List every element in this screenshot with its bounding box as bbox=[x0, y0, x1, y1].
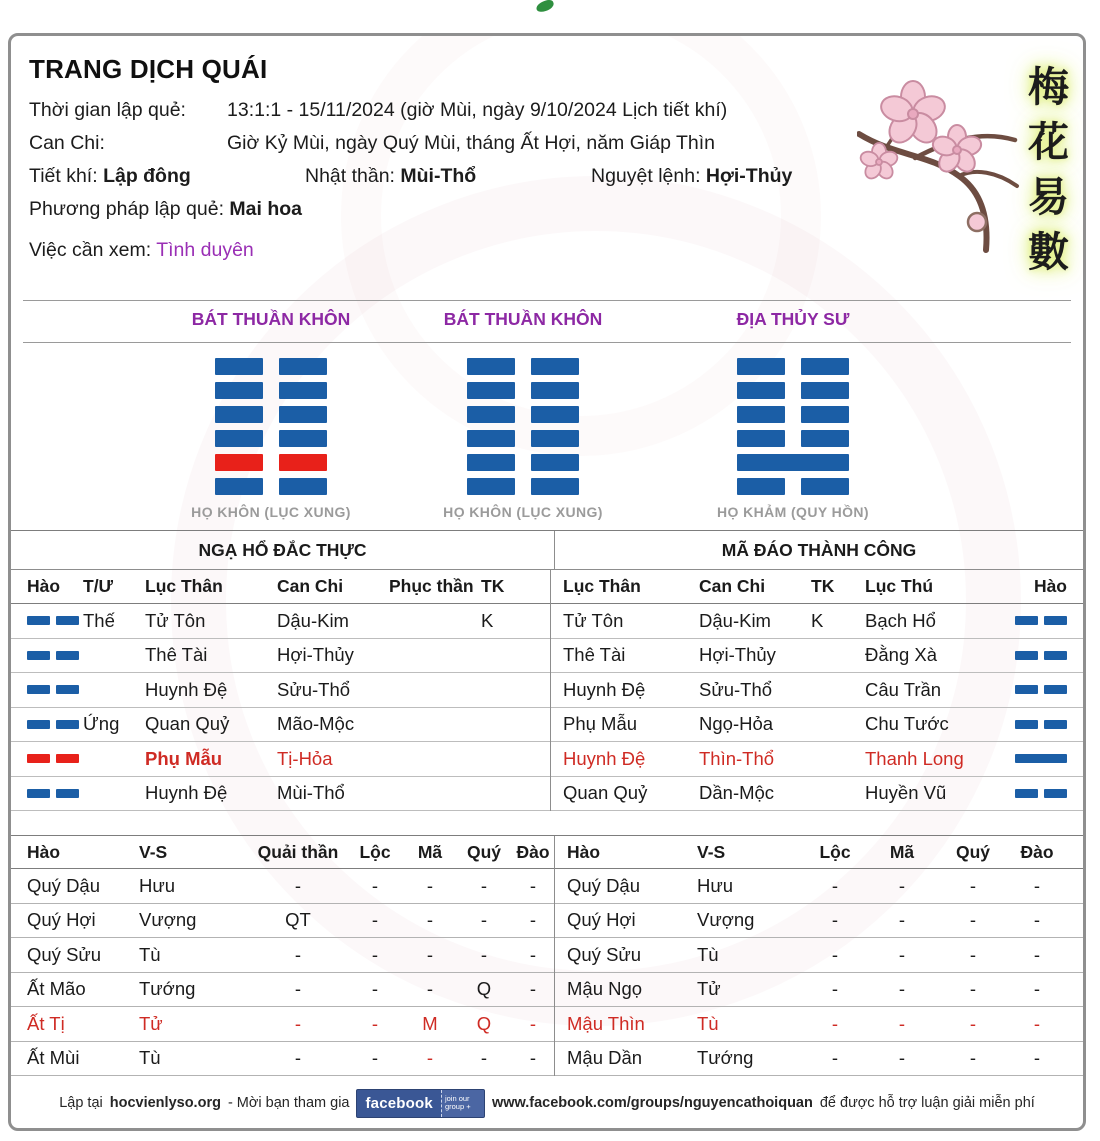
column-header-row bbox=[551, 570, 1083, 604]
cell: Hưu bbox=[139, 874, 176, 896]
hao-line-glyph bbox=[1015, 720, 1083, 729]
col-header: Lục Thân bbox=[563, 576, 641, 596]
table-row bbox=[11, 938, 554, 973]
cell: - bbox=[371, 1047, 379, 1069]
hexagram-line-broken bbox=[467, 454, 579, 471]
cell: Tướng bbox=[697, 1047, 754, 1069]
footer-suffix: để được hỗ trợ luận giải miễn phí bbox=[819, 1095, 1035, 1111]
table-row bbox=[11, 708, 550, 743]
hexagram-title-changed: ĐỊA THỦY SƯ bbox=[736, 309, 850, 329]
col-header: TK bbox=[481, 576, 505, 596]
cell: - bbox=[294, 874, 302, 896]
table-row bbox=[555, 973, 1083, 1008]
divider bbox=[23, 342, 1071, 343]
casting-info bbox=[29, 94, 869, 267]
hexagram-line-broken bbox=[737, 478, 849, 495]
table-row bbox=[11, 673, 550, 708]
table-row bbox=[551, 777, 1083, 812]
hexagram-line-broken bbox=[215, 430, 327, 447]
luc-hao-table bbox=[11, 530, 1083, 811]
cell: - bbox=[898, 1047, 906, 1069]
cell: Ất Mùi bbox=[27, 1047, 80, 1069]
cell: Thế bbox=[83, 609, 115, 631]
plum-blossom-icon bbox=[857, 62, 1027, 292]
cell: M bbox=[422, 1012, 438, 1034]
cell: Ất Mão bbox=[27, 978, 86, 1000]
cell: - bbox=[529, 943, 537, 965]
col-header: Mã bbox=[889, 841, 915, 862]
cell: - bbox=[480, 1047, 488, 1069]
cell: Vượng bbox=[139, 909, 197, 931]
cell: Thê Tài bbox=[563, 644, 626, 666]
van-su-table bbox=[11, 835, 1083, 1076]
cell: Mậu Dần bbox=[567, 1047, 643, 1069]
cell: Hợi-Thủy bbox=[277, 644, 354, 666]
cell: - bbox=[831, 1047, 839, 1069]
cell: - bbox=[371, 1012, 379, 1034]
col-header: Mã bbox=[417, 841, 443, 862]
table-row bbox=[11, 1007, 554, 1042]
cell: - bbox=[371, 874, 379, 896]
table-motto-row bbox=[11, 531, 1083, 570]
cell: Quý Sửu bbox=[567, 943, 642, 965]
cell: Thê Tài bbox=[145, 644, 208, 666]
mai-hoa-logo bbox=[857, 58, 1075, 293]
logo-char: 易 bbox=[1028, 173, 1069, 221]
cell: Hợi-Thủy bbox=[699, 644, 776, 666]
hao-line-glyph bbox=[1015, 685, 1083, 694]
cell: - bbox=[529, 978, 537, 1000]
col-header: Quý bbox=[955, 841, 991, 862]
question-value: Tình duyên bbox=[156, 239, 254, 261]
nguyetlenh-label: Nguyệt lệnh: bbox=[591, 165, 701, 187]
bottom-table-left bbox=[11, 836, 555, 1076]
cell: Câu Trần bbox=[865, 678, 942, 700]
cell: Tù bbox=[139, 943, 161, 965]
cell: - bbox=[969, 874, 977, 896]
cell: - bbox=[294, 978, 302, 1000]
hexagram-line-broken bbox=[215, 382, 327, 399]
nguyetlenh-value: Hợi-Thủy bbox=[705, 165, 793, 187]
tietkhi-label: Tiết khí: bbox=[29, 165, 98, 187]
cell: Quý Sửu bbox=[27, 943, 102, 965]
cell: - bbox=[426, 1047, 434, 1069]
hexagram-figure bbox=[215, 358, 327, 502]
hexagram-line-broken bbox=[737, 382, 849, 399]
cell: - bbox=[898, 943, 906, 965]
hexagram-title-main: BÁT THUẦN KHÔN bbox=[191, 309, 351, 329]
cell: - bbox=[831, 943, 839, 965]
cell: Huynh Đệ bbox=[563, 678, 646, 700]
cell: - bbox=[1033, 909, 1041, 931]
cell: Tù bbox=[139, 1047, 161, 1069]
cell: Huyền Vũ bbox=[865, 782, 947, 804]
cell: - bbox=[480, 909, 488, 931]
cell: Mão-Mộc bbox=[277, 713, 355, 735]
cell: - bbox=[969, 943, 977, 965]
table-row bbox=[11, 869, 554, 904]
cell: - bbox=[294, 1047, 302, 1069]
table-row bbox=[555, 938, 1083, 973]
method-row bbox=[29, 193, 869, 226]
cell: - bbox=[294, 943, 302, 965]
cell: Hưu bbox=[697, 874, 734, 896]
facebook-join-label: join our group + bbox=[441, 1090, 484, 1117]
hexagram-family-label: HỌ KHÔN (LỤC XUNG) bbox=[443, 504, 603, 520]
table-row bbox=[11, 904, 554, 939]
cell: Chu Tước bbox=[865, 713, 949, 735]
cell: - bbox=[898, 874, 906, 896]
hexagram-line-broken bbox=[215, 358, 327, 375]
table-row bbox=[11, 973, 554, 1008]
cell: - bbox=[831, 1012, 839, 1034]
hao-line-glyph bbox=[27, 754, 83, 763]
cell: - bbox=[426, 909, 434, 931]
cell: - bbox=[969, 909, 977, 931]
hao-line-glyph bbox=[27, 789, 83, 798]
col-header: Đào bbox=[516, 841, 550, 862]
tietkhi-row bbox=[29, 160, 869, 193]
logo-char: 梅 bbox=[1028, 63, 1069, 111]
question-row bbox=[29, 234, 869, 267]
table-row bbox=[551, 742, 1083, 777]
table-row bbox=[555, 869, 1083, 904]
cell: - bbox=[529, 874, 537, 896]
cell: - bbox=[1033, 943, 1041, 965]
dich-quai-card bbox=[8, 33, 1086, 1131]
cell: Tử bbox=[697, 978, 721, 1000]
table-row bbox=[555, 904, 1083, 939]
hexagram-line-solid bbox=[737, 454, 849, 471]
cell: - bbox=[1033, 1047, 1041, 1069]
scan-artifact-mark bbox=[535, 0, 555, 14]
hexagram-line-broken bbox=[737, 430, 849, 447]
cell: K bbox=[811, 609, 824, 631]
hao-line-glyph bbox=[27, 720, 83, 729]
cell: - bbox=[480, 874, 488, 896]
cell: - bbox=[371, 909, 379, 931]
hexagram-line-broken bbox=[467, 382, 579, 399]
cell: - bbox=[969, 978, 977, 1000]
col-header: Quý bbox=[466, 841, 502, 862]
cell: - bbox=[371, 978, 379, 1000]
method-value: Mai hoa bbox=[229, 198, 303, 220]
cell: - bbox=[898, 909, 906, 931]
hexagram-line-broken bbox=[467, 430, 579, 447]
cell: Quý Hợi bbox=[567, 909, 636, 931]
cell: - bbox=[969, 1047, 977, 1069]
site-link[interactable]: hocvienlyso.org bbox=[109, 1095, 221, 1111]
cell: - bbox=[969, 1012, 977, 1034]
cell: - bbox=[831, 874, 839, 896]
cell: - bbox=[898, 978, 906, 1000]
hexagram-line-broken bbox=[215, 454, 327, 471]
col-header: Phục thần bbox=[389, 576, 474, 596]
col-header: Lộc bbox=[359, 841, 391, 862]
table-row bbox=[551, 708, 1083, 743]
cell: - bbox=[831, 978, 839, 1000]
facebook-badge[interactable] bbox=[356, 1089, 484, 1118]
cell: Ứng bbox=[83, 713, 120, 735]
cell: - bbox=[898, 1012, 906, 1034]
nhatthan-value: Mùi-Thổ bbox=[400, 165, 477, 187]
cell: Vượng bbox=[697, 909, 755, 931]
hao-line-glyph bbox=[27, 616, 83, 625]
hao-line-glyph bbox=[27, 651, 83, 660]
col-header: Hào bbox=[27, 841, 61, 862]
method-label: Phương pháp lập quẻ: bbox=[29, 198, 224, 220]
cell: Phụ Mẫu bbox=[145, 747, 223, 769]
table-row bbox=[11, 604, 550, 639]
cell: Dậu-Kim bbox=[277, 609, 349, 631]
cell: Ngọ-Hỏa bbox=[699, 713, 774, 735]
cell: Huynh Đệ bbox=[145, 782, 228, 804]
facebook-group-url[interactable]: www.facebook.com/groups/nguyencathoiquan bbox=[491, 1095, 813, 1111]
canchi-row bbox=[29, 127, 869, 160]
cell: - bbox=[294, 1012, 302, 1034]
cell: Tử Tôn bbox=[145, 609, 206, 631]
cell: Q bbox=[476, 978, 492, 1000]
cell: Sửu-Thổ bbox=[699, 678, 773, 700]
tietkhi-value: Lập đông bbox=[103, 165, 191, 187]
col-header: Đào bbox=[1020, 841, 1054, 862]
table-row bbox=[551, 673, 1083, 708]
right-motto: MÃ ĐÁO THÀNH CÔNG bbox=[721, 539, 917, 560]
cell: Tù bbox=[697, 943, 719, 965]
cell: Quý Dậu bbox=[567, 874, 641, 896]
cell: Quan Quỷ bbox=[563, 782, 648, 804]
hao-line-glyph bbox=[1015, 651, 1083, 660]
cell: - bbox=[529, 909, 537, 931]
cell: Mậu Thìn bbox=[567, 1012, 645, 1034]
table-row bbox=[11, 777, 550, 812]
time-label: Thời gian lập quẻ: bbox=[29, 99, 186, 121]
col-header: Can Chi bbox=[699, 576, 766, 596]
hexagram-line-broken bbox=[467, 478, 579, 495]
cell: Sửu-Thổ bbox=[277, 678, 351, 700]
footer bbox=[11, 1082, 1083, 1124]
hexagram-figure bbox=[737, 358, 849, 502]
cell: Quý Dậu bbox=[27, 874, 101, 896]
cell: - bbox=[1033, 978, 1041, 1000]
col-header: Lộc bbox=[819, 841, 851, 862]
hexagram-line-broken bbox=[737, 358, 849, 375]
bottom-table-right bbox=[555, 836, 1083, 1076]
hexagram-line-broken bbox=[737, 406, 849, 423]
cell: Quý Hợi bbox=[27, 909, 96, 931]
canchi-value: Giờ Kỷ Mùi, ngày Quý Mùi, tháng Ất Hợi, năm Giáp Thìn bbox=[227, 132, 715, 154]
cell: Mùi-Thổ bbox=[277, 782, 345, 804]
main-table-left bbox=[11, 570, 551, 811]
hexagram-figure bbox=[467, 358, 579, 502]
cell: Thanh Long bbox=[865, 747, 964, 769]
col-header: Hào bbox=[27, 576, 61, 596]
hexagram-line-broken bbox=[467, 358, 579, 375]
hao-line-glyph bbox=[1015, 754, 1083, 763]
cell: Dần-Mộc bbox=[699, 782, 775, 804]
col-header: Hào bbox=[567, 841, 601, 862]
table-row bbox=[551, 604, 1083, 639]
col-header: Quải thần bbox=[257, 841, 339, 862]
question-label: Việc cần xem: bbox=[29, 239, 152, 261]
nhatthan-label: Nhật thần: bbox=[305, 165, 395, 187]
cell: Đằng Xà bbox=[865, 644, 937, 666]
hexagram-line-broken bbox=[215, 478, 327, 495]
cell: Huynh Đệ bbox=[145, 678, 228, 700]
col-header: Lục Thân bbox=[145, 576, 223, 596]
cell: - bbox=[529, 1047, 537, 1069]
logo-char: 數 bbox=[1028, 228, 1069, 276]
cell: Tướng bbox=[139, 978, 196, 1000]
main-table-right bbox=[551, 570, 1083, 811]
col-header: V-S bbox=[139, 841, 168, 862]
logo-char: 花 bbox=[1028, 118, 1069, 166]
canchi-label: Can Chi: bbox=[29, 132, 105, 154]
hexagram-line-broken bbox=[215, 406, 327, 423]
col-header: V-S bbox=[697, 841, 726, 862]
cell: Thìn-Thổ bbox=[699, 747, 775, 769]
cell: Ất Tị bbox=[27, 1012, 65, 1034]
cell: QT bbox=[285, 909, 311, 931]
col-header: TK bbox=[811, 576, 835, 596]
cell: Q bbox=[476, 1012, 492, 1034]
table-row bbox=[555, 1042, 1083, 1077]
table-row bbox=[11, 1042, 554, 1077]
column-header-row bbox=[555, 836, 1083, 869]
cell: - bbox=[371, 943, 379, 965]
cell: Bạch Hổ bbox=[865, 609, 936, 631]
column-header-row bbox=[11, 836, 554, 869]
hexagram-line-broken bbox=[467, 406, 579, 423]
hexagram-family-label: HỌ KHẢM (QUY HỒN) bbox=[717, 504, 869, 520]
cell: Quan Quỷ bbox=[145, 713, 230, 735]
table-row bbox=[11, 742, 550, 777]
cell: - bbox=[426, 943, 434, 965]
footer-middle: - Mời bạn tham gia bbox=[227, 1095, 350, 1111]
cell: - bbox=[426, 874, 434, 896]
cell: - bbox=[1033, 1012, 1041, 1034]
cell: Tù bbox=[697, 1012, 719, 1034]
table-row bbox=[551, 639, 1083, 674]
column-header-row bbox=[11, 570, 550, 604]
divider bbox=[23, 300, 1071, 301]
hao-line-glyph bbox=[27, 685, 83, 694]
cell: Tử bbox=[139, 1012, 163, 1034]
facebook-wordmark: facebook bbox=[365, 1094, 433, 1112]
page-title: TRANG DỊCH QUÁI bbox=[29, 54, 268, 84]
col-header: Can Chi bbox=[277, 576, 344, 596]
cell: Tị-Hỏa bbox=[277, 747, 333, 769]
col-header: T/Ư bbox=[83, 576, 114, 596]
cell: Phụ Mẫu bbox=[563, 713, 638, 735]
hao-line-glyph bbox=[1015, 616, 1083, 625]
cell: - bbox=[1033, 874, 1041, 896]
hao-line-glyph bbox=[1015, 789, 1083, 798]
cell: - bbox=[480, 943, 488, 965]
cell: Huynh Đệ bbox=[563, 747, 646, 769]
cell: - bbox=[831, 909, 839, 931]
hexagram-family-label: HỌ KHÔN (LỤC XUNG) bbox=[191, 504, 351, 520]
table-row bbox=[11, 639, 550, 674]
cell: Dậu-Kim bbox=[699, 609, 771, 631]
hexagram-title-mutual: BÁT THUẦN KHÔN bbox=[443, 309, 603, 329]
col-header: Hào bbox=[1033, 576, 1067, 596]
col-header: Lục Thú bbox=[865, 576, 934, 596]
left-motto: NGẠ HỔ ĐẮC THỰC bbox=[11, 531, 555, 569]
cell: K bbox=[481, 609, 494, 631]
logo-characters bbox=[1028, 60, 1069, 280]
cell: Mậu Ngọ bbox=[567, 978, 643, 1000]
casting-time-row bbox=[29, 94, 869, 127]
cell: Tử Tôn bbox=[563, 609, 624, 631]
table-row bbox=[555, 1007, 1083, 1042]
cell: - bbox=[529, 1012, 537, 1034]
cell: - bbox=[426, 978, 434, 1000]
time-value: 13:1:1 - 15/11/2024 (giờ Mùi, ngày 9/10/2024 Lịch tiết khí) bbox=[227, 99, 728, 121]
footer-prefix: Lập tại bbox=[59, 1095, 103, 1111]
